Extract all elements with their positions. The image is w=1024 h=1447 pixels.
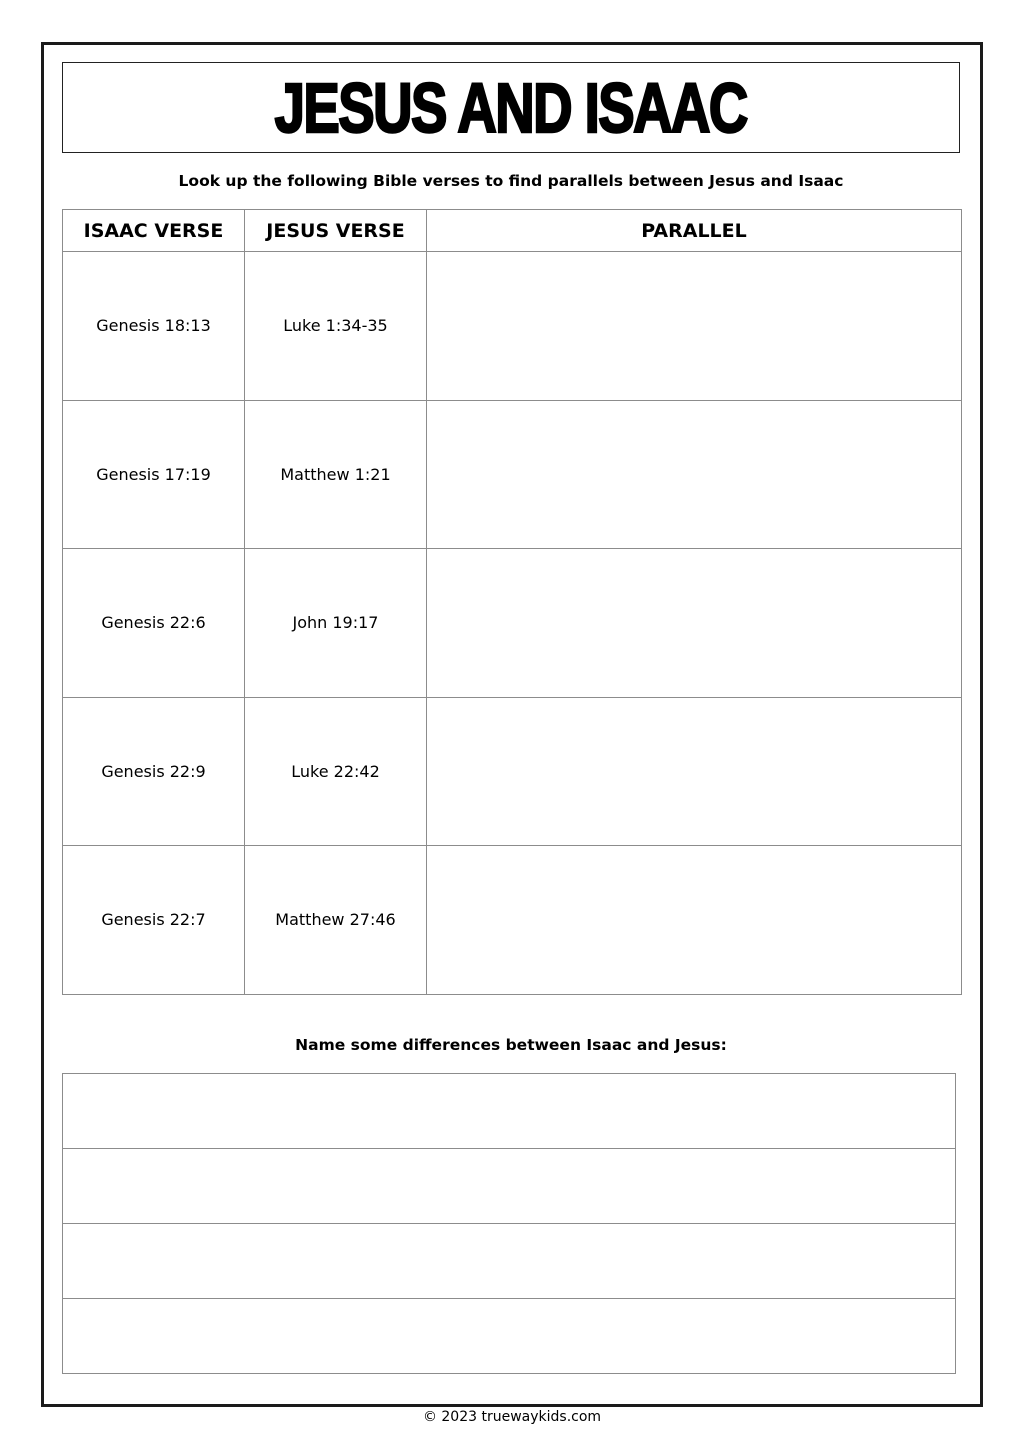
table-row [63,846,962,995]
isaac-verse-cell: Genesis 22:6 [63,549,245,698]
copyright-footer: © 2023 truewaykids.com [422,1409,602,1425]
table-row [63,549,962,698]
differences-answer-box [62,1073,956,1374]
jesus-verse-cell: Luke 1:34-35 [245,252,427,401]
parallel-answer-cell[interactable] [427,549,962,698]
isaac-verse-cell: Genesis 22:7 [63,846,245,995]
instruction-text: Look up the following Bible verses to find parallels between Jesus and Isaac [178,172,844,190]
parallel-answer-cell[interactable] [427,697,962,846]
difference-answer-line[interactable] [63,1299,955,1373]
header-isaac-verse: ISAAC VERSE [63,210,245,252]
isaac-verse-cell: Genesis 17:19 [63,400,245,549]
isaac-verse-cell: Genesis 22:9 [63,697,245,846]
difference-answer-line[interactable] [63,1224,955,1299]
table-row [63,697,962,846]
difference-answer-line[interactable] [63,1074,955,1149]
title-box [62,62,960,153]
jesus-verse-cell: Matthew 1:21 [245,400,427,549]
difference-answer-line[interactable] [63,1149,955,1224]
parallel-answer-cell[interactable] [427,252,962,401]
verse-table [62,209,962,995]
table-row [63,400,962,549]
page-title: JESUS AND ISAAC [274,68,748,147]
header-jesus-verse: JESUS VERSE [245,210,427,252]
jesus-verse-cell: John 19:17 [245,549,427,698]
parallel-answer-cell[interactable] [427,846,962,995]
table-header-row [63,210,962,252]
differences-heading: Name some differences between Isaac and Jesus: [295,1036,727,1054]
jesus-verse-cell: Luke 22:42 [245,697,427,846]
table-row [63,252,962,401]
parallel-answer-cell[interactable] [427,400,962,549]
header-parallel: PARALLEL [427,210,962,252]
isaac-verse-cell: Genesis 18:13 [63,252,245,401]
jesus-verse-cell: Matthew 27:46 [245,846,427,995]
